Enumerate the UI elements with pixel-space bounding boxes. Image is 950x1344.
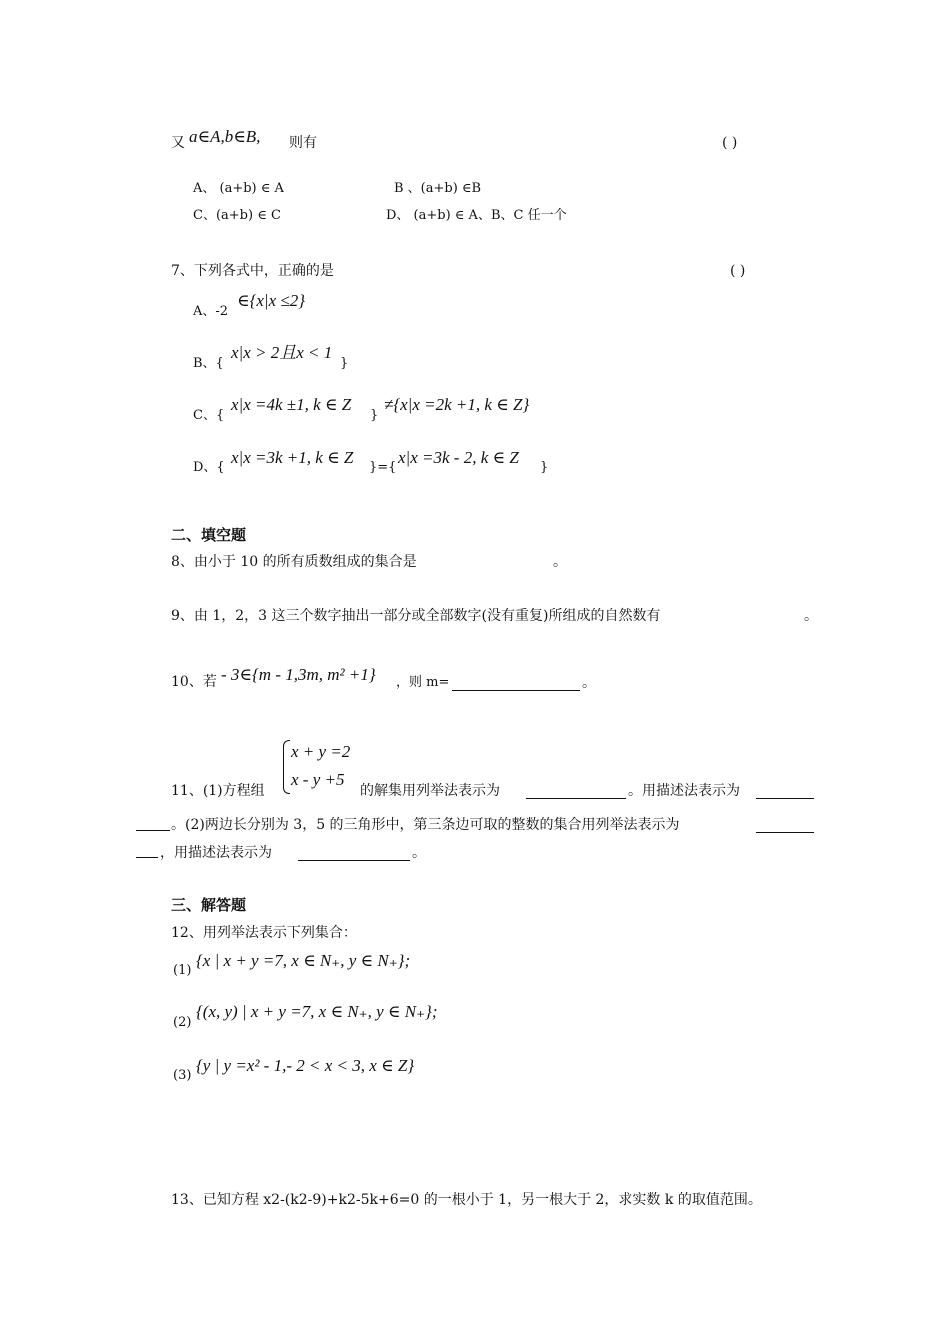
q10-after: ，则 m= xyxy=(396,675,450,690)
q10-label: 10、若 xyxy=(171,674,217,690)
q11-line-3: ，用描述法表示为 xyxy=(160,845,272,861)
q7-option-b-math: x|x > 2且x < 1 xyxy=(231,343,333,362)
q6-answer-paren: ( ) xyxy=(722,135,738,151)
q7-option-c-close: } xyxy=(370,408,379,423)
q12-part-2-math: {(x, y) | x + y =7, x ∈ N₊, y ∈ N₊}; xyxy=(196,1002,438,1021)
q7-option-b-label: B、{ xyxy=(193,356,224,371)
q7-option-d-label: D、{ xyxy=(193,460,225,475)
section-2-title: 二、填空题 xyxy=(171,526,247,544)
q13-text: 13、已知方程 x2-(k2-9)+k2-5k+6=0 的一根小于 1，另一根大于 2，求实数 k 的取值范围。 xyxy=(171,1192,762,1208)
q12-part-3-label: (3) xyxy=(173,1068,192,1083)
q12-part-2-label: (2) xyxy=(173,1015,192,1030)
q7-option-d-math-left: x|x =3k +1, k ∈ Z xyxy=(231,448,354,467)
q7-option-b-close: } xyxy=(340,356,349,371)
q7-option-d-close: } xyxy=(540,460,549,475)
q6-option-a: A、 (a+b) ∈ A xyxy=(193,181,284,196)
q10-math: - 3∈{m - 1,3m, m² +1} xyxy=(221,665,376,684)
q6-math: a∈A,b∈B, xyxy=(189,127,261,146)
q7-option-a-label: A、-2 xyxy=(193,304,229,319)
q6-option-b: B 、(a+b) ∈B xyxy=(394,181,482,196)
q11-blank-1 xyxy=(526,786,626,799)
q11-equation-1: x + y =2 xyxy=(291,742,351,761)
q6-suffix: 则有 xyxy=(289,135,317,151)
q9-text: 9、由 1，2，3 这三个数字抽出一部分或全部数字(没有重复)所组成的自然数有 xyxy=(171,608,661,624)
q6-option-c: C、(a+b) ∈ C xyxy=(193,208,281,223)
q12-stem: 12、用列举法表示下列集合： xyxy=(171,925,357,941)
q7-stem: 7、下列各式中，正确的是 xyxy=(171,263,334,279)
q6-prefix: 又 xyxy=(171,135,185,151)
q7-option-a-math: ∈{x|x ≤2} xyxy=(237,291,306,310)
q11-blank-2a xyxy=(756,786,814,799)
q11-text-1: 的解集用列举法表示为 xyxy=(360,783,500,799)
q11-blank-3a xyxy=(756,820,814,833)
q11-equation-2: x - y +5 xyxy=(291,770,345,789)
q12-part-1-math: {x | x + y =7, x ∈ N₊, y ∈ N₊}; xyxy=(196,951,411,970)
q8-end: 。 xyxy=(553,554,567,570)
q7-option-d-mid: }={ xyxy=(369,460,397,475)
q12-part-3-math: {y | y =x² - 1,- 2 < x < 3, x ∈ Z} xyxy=(196,1056,415,1075)
q7-answer-paren: ( ) xyxy=(730,263,746,279)
q9-end: 。 xyxy=(804,608,818,624)
q11-line-3-end: 。 xyxy=(412,845,426,861)
q8-text: 8、由小于 10 的所有质数组成的集合是 xyxy=(171,554,417,570)
q7-option-c-math-right: ≠{x|x =2k +1, k ∈ Z} xyxy=(384,395,530,414)
q11-system-brace xyxy=(283,740,290,794)
q10-answer-blank xyxy=(452,678,580,691)
q10-end: 。 xyxy=(582,675,596,691)
q11-blank-2b xyxy=(136,818,170,831)
q11-text-2: 。用描述法表示为 xyxy=(628,783,740,799)
q11-blank-4 xyxy=(298,848,410,861)
q7-option-c-label: C、{ xyxy=(193,408,225,423)
q7-option-c-math-left: x|x =4k ±1, k ∈ Z xyxy=(231,395,352,414)
q11-label: 11、(1)方程组 xyxy=(171,783,265,799)
q11-line-2: 。(2)两边长分别为 3，5 的三角形中，第三条边可取的整数的集合用列举法表示为 xyxy=(171,817,680,833)
q7-option-d-math-right: x|x =3k - 2, k ∈ Z xyxy=(398,448,519,467)
q12-part-1-label: (1) xyxy=(173,963,192,978)
section-3-title: 三、解答题 xyxy=(171,896,247,914)
q11-blank-3b xyxy=(136,845,158,858)
q6-option-d: D、 (a+b) ∈ A、B、C 任一个 xyxy=(386,208,567,223)
